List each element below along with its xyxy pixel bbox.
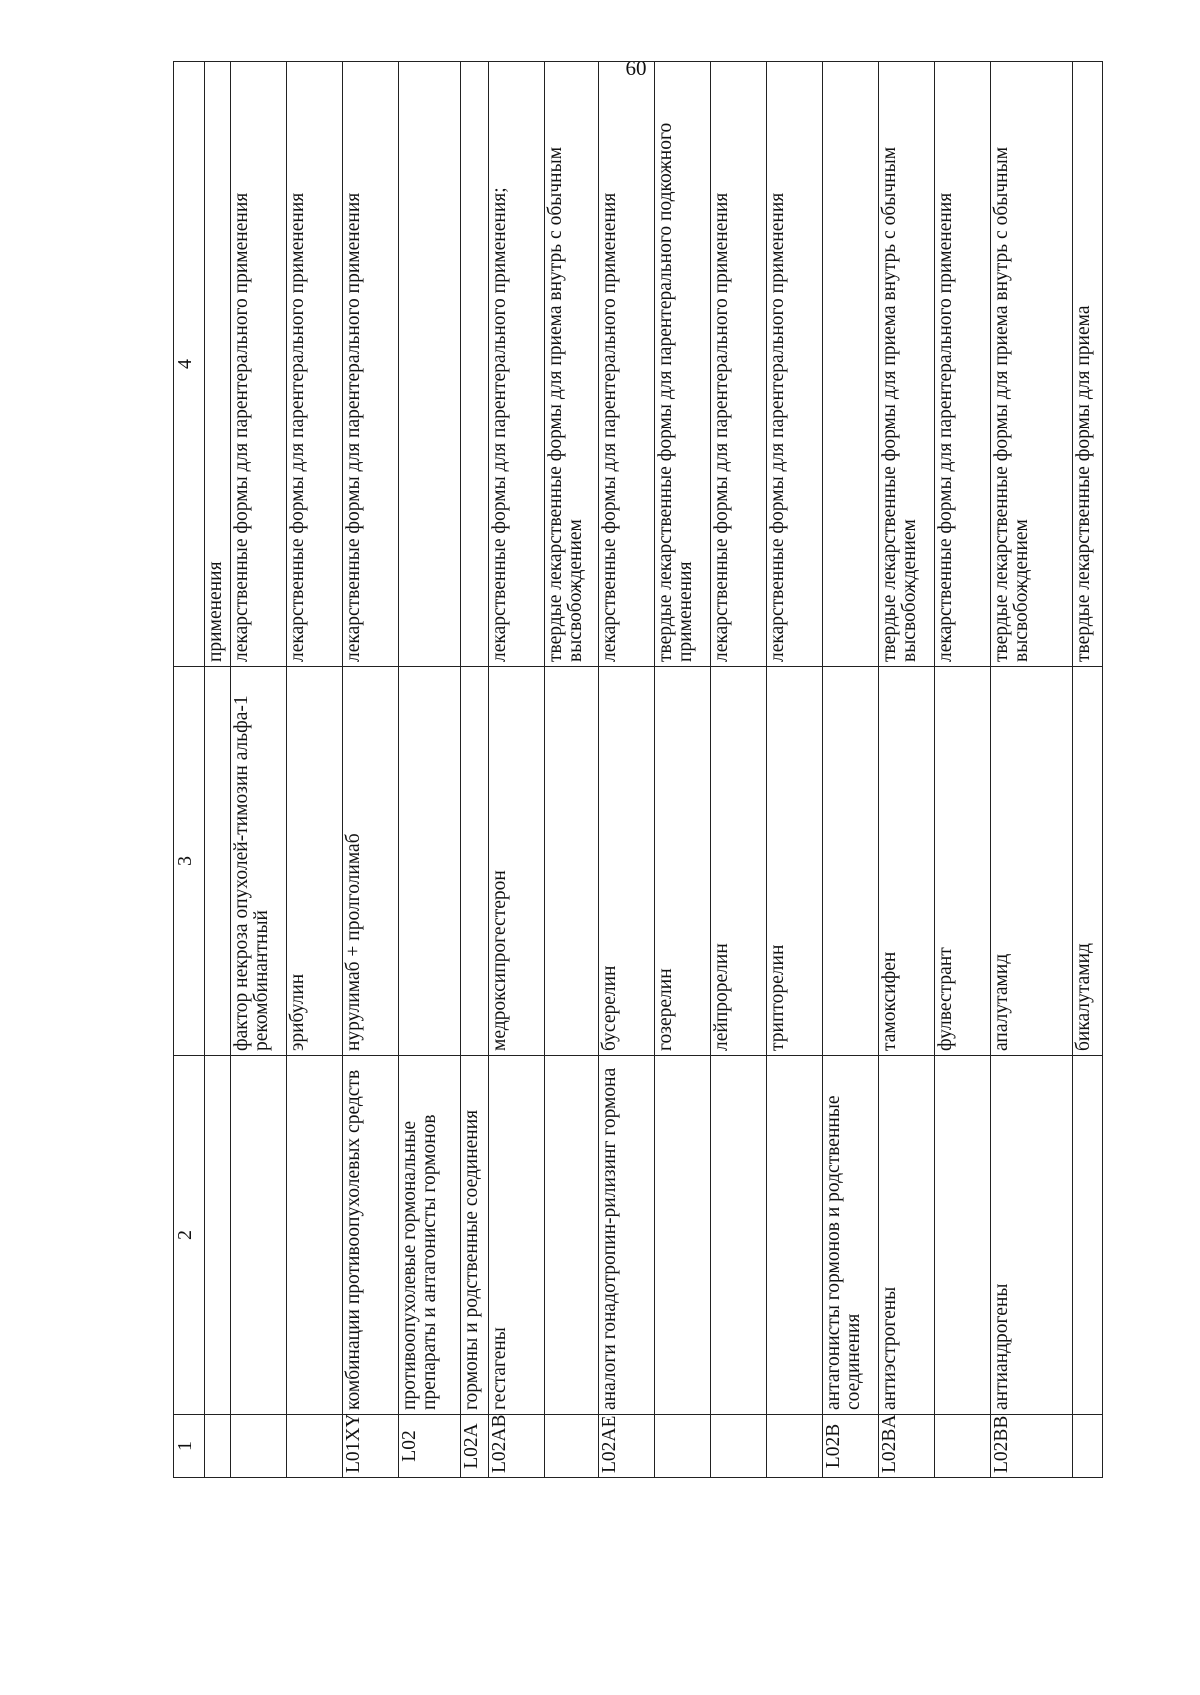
atc-code: L02BB xyxy=(991,1415,1073,1478)
drug-name: тамоксифен xyxy=(879,667,935,1056)
drug-name xyxy=(545,667,599,1056)
dosage-form: лекарственные формы для парентерального применения; xyxy=(489,62,545,667)
group-name: антагонисты гормонов и родственные соединения xyxy=(823,1056,879,1415)
dosage-form: твердые лекарственные формы для приема внутрь с обычным высвобождением xyxy=(991,62,1073,667)
group-name: антиэстрогены xyxy=(879,1056,935,1415)
table-row xyxy=(287,62,343,1478)
header-col-4: 4 xyxy=(174,62,205,667)
drug-name: лейпрорелин xyxy=(711,667,767,1056)
table-row xyxy=(545,62,599,1478)
drug-name: нурулимаб + пролголимаб xyxy=(343,667,399,1056)
drug-name: бусерелин xyxy=(599,667,655,1056)
drug-name: гозерелин xyxy=(655,667,711,1056)
table-row xyxy=(767,62,823,1478)
atc-code: L02BA xyxy=(879,1415,935,1478)
group-name: комбинации противоопухолевых средств xyxy=(343,1056,399,1415)
header-col-2: 2 xyxy=(174,1056,205,1415)
table-row xyxy=(991,62,1073,1478)
atc-code xyxy=(287,1415,343,1478)
group-name xyxy=(1073,1056,1103,1415)
atc-code: L02B xyxy=(823,1415,879,1478)
drug-name: медроксипрогестерон xyxy=(489,667,545,1056)
drug-table xyxy=(173,61,1103,1478)
group-name xyxy=(935,1056,991,1415)
dosage-form: лекарственные формы для парентерального применения xyxy=(767,62,823,667)
table-row xyxy=(935,62,991,1478)
drug-name xyxy=(823,667,879,1056)
group-name: противоопухолевые гормональные препараты и антагонисты гормонов xyxy=(399,1056,461,1415)
drug-name xyxy=(399,667,461,1056)
dosage-form xyxy=(823,62,879,667)
drug-name: фактор некроза опухолей-тимозин альфа-1 рекомбинантный xyxy=(231,667,287,1056)
dosage-form: лекарственные формы для парентерального применения xyxy=(599,62,655,667)
table-row xyxy=(879,62,935,1478)
dosage-form: лекарственные формы для парентерального применения xyxy=(343,62,399,667)
atc-code xyxy=(545,1415,599,1478)
drug-name: бикалутамид xyxy=(1073,667,1103,1056)
atc-code: L02A xyxy=(461,1415,489,1478)
group-name xyxy=(231,1056,287,1415)
table-row xyxy=(823,62,879,1478)
atc-code: L02AB xyxy=(489,1415,545,1478)
group-name xyxy=(287,1056,343,1415)
group-name xyxy=(767,1056,823,1415)
table-row xyxy=(489,62,545,1478)
drug-name: трипторелин xyxy=(767,667,823,1056)
table-row xyxy=(343,62,399,1478)
table-row xyxy=(599,62,655,1478)
table-header-row xyxy=(174,62,205,1478)
drug-name: апалутамид xyxy=(991,667,1073,1056)
table-row xyxy=(711,62,767,1478)
table-row xyxy=(231,62,287,1478)
atc-code xyxy=(1073,1415,1103,1478)
drug-name xyxy=(461,667,489,1056)
table-row xyxy=(1073,62,1103,1478)
dosage-form xyxy=(399,62,461,667)
atc-code xyxy=(767,1415,823,1478)
group-name xyxy=(711,1056,767,1415)
atc-code: L02AE xyxy=(599,1415,655,1478)
dosage-form: твердые лекарственные формы для приема xyxy=(1073,62,1103,667)
rotated-table-container xyxy=(173,98,1093,1478)
table-row xyxy=(655,62,711,1478)
dosage-form: твердые лекарственные формы для парентерального подкожного применения xyxy=(655,62,711,667)
drug-name: фулвестрант xyxy=(935,667,991,1056)
drug-name: эрибулин xyxy=(287,667,343,1056)
header-col-1: 1 xyxy=(174,1415,205,1478)
group-name xyxy=(655,1056,711,1415)
group-name: гормоны и родственные соединения xyxy=(461,1056,489,1415)
atc-code: L02 xyxy=(399,1415,461,1478)
dosage-form xyxy=(461,62,489,667)
atc-code: L01XY xyxy=(343,1415,399,1478)
dosage-form: лекарственные формы для парентерального применения xyxy=(287,62,343,667)
group-name xyxy=(545,1056,599,1415)
drug-name xyxy=(205,667,231,1056)
table-row xyxy=(461,62,489,1478)
dosage-form: лекарственные формы для парентерального применения xyxy=(935,62,991,667)
group-name: антиандрогены xyxy=(991,1056,1073,1415)
page-number: 60 xyxy=(625,56,647,80)
dosage-form: твердые лекарственные формы для приема внутрь с обычным высвобождением xyxy=(545,62,599,667)
group-name xyxy=(205,1056,231,1415)
dosage-form: лекарственные формы для парентерального применения xyxy=(231,62,287,667)
header-col-3: 3 xyxy=(174,667,205,1056)
group-name: аналоги гонадотропин-рилизинг гормона xyxy=(599,1056,655,1415)
atc-code xyxy=(935,1415,991,1478)
dosage-form: лекарственные формы для парентерального применения xyxy=(711,62,767,667)
group-name: гестагены xyxy=(489,1056,545,1415)
atc-code xyxy=(231,1415,287,1478)
atc-code xyxy=(205,1415,231,1478)
dosage-form: применения xyxy=(205,62,231,667)
atc-code xyxy=(711,1415,767,1478)
table-row xyxy=(205,62,231,1478)
table-row xyxy=(399,62,461,1478)
dosage-form: твердые лекарственные формы для приема внутрь с обычным высвобождением xyxy=(879,62,935,667)
atc-code xyxy=(655,1415,711,1478)
